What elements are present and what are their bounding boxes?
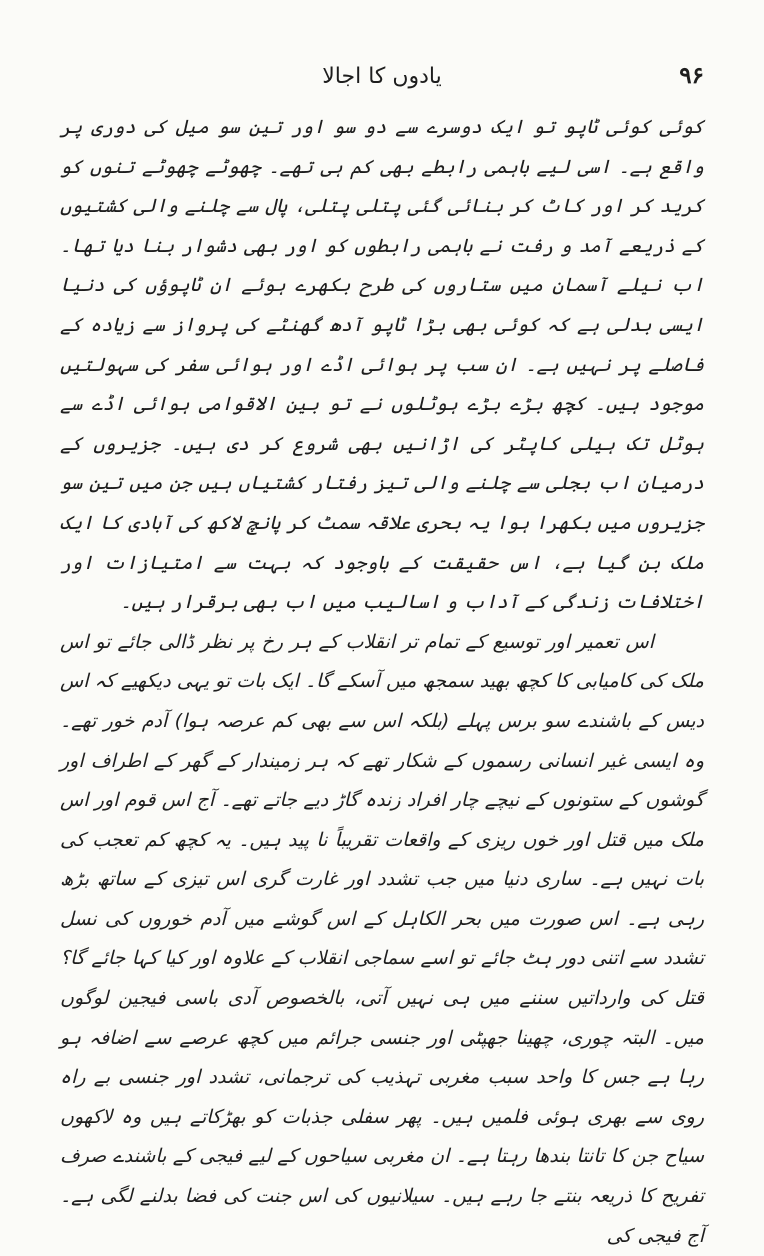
body-text [60, 108, 704, 1256]
faint-margin-mark [42, 30, 102, 52]
running-title: یادوں کا اجالا [322, 64, 442, 89]
paragraph-2: اس تعمیر اور توسیع کے تمام تر انقلاب کے ہر رخ پر نظر ڈالی جائے تو اس ملک کی کامیابی کا کچھ بھید سمجھ میں آسکے گا۔ ایک بات تو یہی دیکھیے کہ اس دیس کے باشندے سو برس پہلے (بلکہ اس سے بھی کم عرصہ ہوا) آدم خور تھے۔ وہ ایسی غیر انسانی رسموں کے شکار تھے کہ ہر زمیندار کے گھر کے اطراف اور گوشوں کے ستونوں کے نیچے چار افراد زندہ گاڑ دیے جاتے تھے۔ آج اس قوم اور اس ملک میں قتل اور خوں ریزی کے واقعات تقریباً نا پید ہیں۔ یہ کچھ کم تعجب کی بات نہیں ہے۔ ساری دنیا میں جب تشدد اور غارت گری اس تیزی کے ساتھ بڑھ رہی ہے۔ اس صورت میں بحر الکاہل کے اس گوشے میں آدم خوروں کی نسل تشدد سے اتنی دور ہٹ جائے تو اسے سماجی انقلاب کے علاوہ اور کیا کہا جائے گا؟ قتل کی وارداتیں سننے میں ہی نہیں آتی، بالخصوص آدی باسی فیجین لوگوں میں۔ البتہ چوری، چھینا جھپٹی اور جنسی جرائم میں کچھ عرصے سے اضافہ ہو رہا ہے جس کا واحد سبب مغربی تہذیب کی ترجمانی، تشدد اور جنسی بے راہ روی سے بھری ہوئی فلمیں ہیں۔ پھر سفلی جذبات کو بھڑکاتے ہیں وہ لاکھوں سیاح جن کا تانتا بندھا رہتا ہے۔ ان مغربی سیاحوں کے لیے فیجی کے باشندے صرف تفریح کا ذریعہ بنتے جا رہے ہیں۔ سیلانیوں کی اس جنت کی فضا بدلنے لگی ہے۔ آج فیجی کی [60, 630, 704, 1247]
page-number: ۹۶ [679, 62, 704, 89]
page-header [60, 62, 704, 102]
paragraph-1: کوئی کوئی ٹاپو تو ایک دوسرے سے دو سو اور تین سو میل کی دوری پر واقع ہے۔ اسی لیے باہمی رابطے بھی کم ہی تھے۔ چھوٹے چھوٹے تنوں کو کرید کر اور کاٹ کر بنائی گئی پتلی پتلی، پال سے چلنے والی کشتیوں کے ذریعے آمد و رفت نے باہمی رابطوں کو اور بھی دشوار بنا دیا تھا۔ اب نیلے آسمان میں ستاروں کی طرح بکھرے ہوئے ان ٹاپوؤں کی دنیا ایسی بدلی ہے کہ کوئی بھی بڑا ٹاپو آدھ گھنٹے کی پرواز سے زیادہ کے فاصلے پر نہیں ہے۔ ان سب پر ہوائی اڈے اور ہوائی سفر کی سہولتیں موجود ہیں۔ کچھ بڑے بڑے ہوٹلوں نے تو بین الاقوامی ہوائی اڈے سے ہوٹل تک ہیلی کاپٹر کی اڑانیں بھی شروع کر دی ہیں۔ جزیروں کے درمیان اب بجلی سے چلنے والی تیز رفتار کشتیاں ہیں جن میں تین سو جزیروں میں بکھرا ہوا یہ بحری علاقہ سمٹ کر پانچ لاکھ کی آبادی کا ایک ملک بن گیا ہے، اس حقیقت کے باوجود کہ بہت سے امتیازات اور اختلافات زندگی کے آداب و اسالیب میں اب بھی برقرار ہیں۔ [60, 116, 704, 614]
